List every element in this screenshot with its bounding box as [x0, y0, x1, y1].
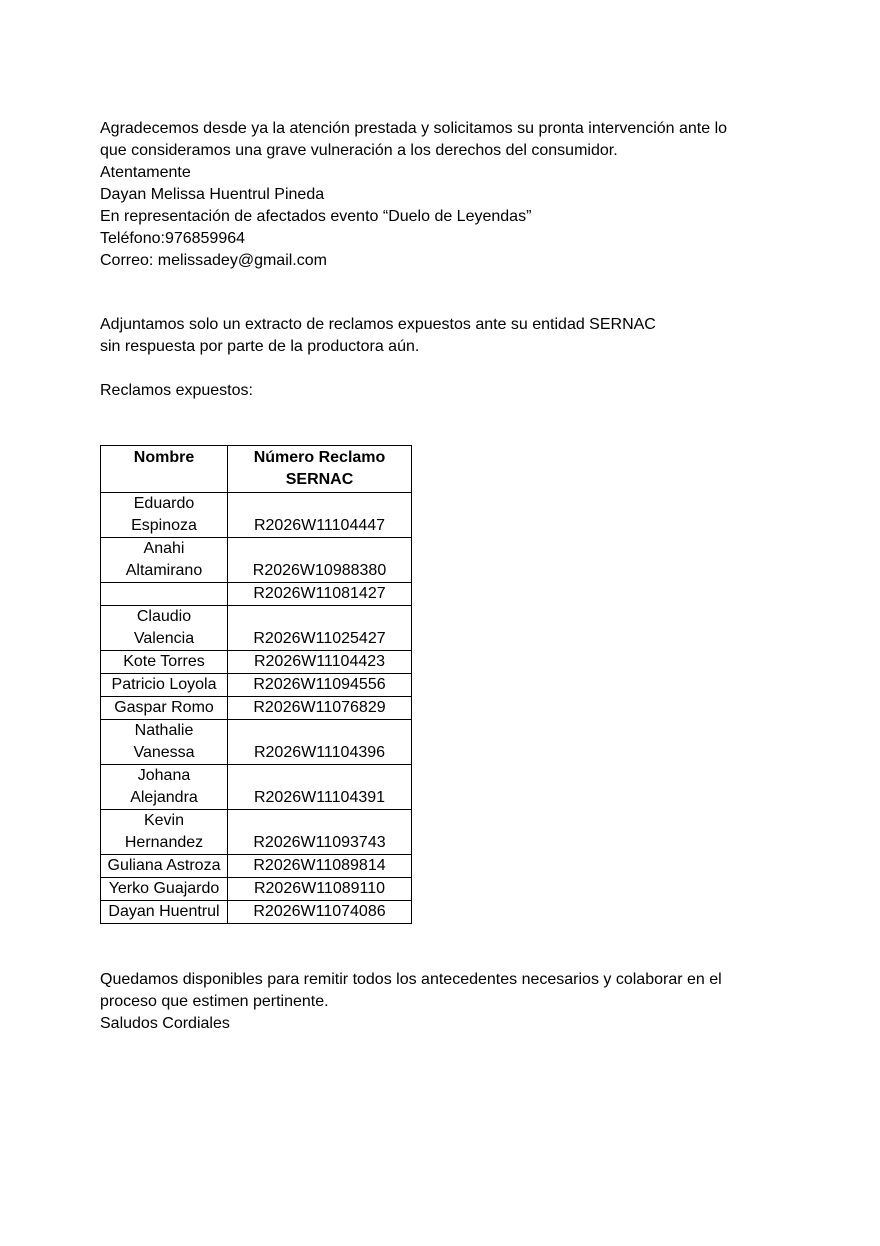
- claim-number-cell: R2026W11094556: [228, 674, 412, 697]
- claim-number-cell: R2026W11076829: [228, 697, 412, 720]
- claimant-name-cell: Claudio Valencia: [101, 606, 228, 651]
- claimant-name-cell: Kote Torres: [101, 651, 228, 674]
- claimant-name-cell: Nathalie Vanessa: [101, 720, 228, 765]
- claimant-name-cell: Anahi Altamirano: [101, 538, 228, 583]
- claimant-name-cell: Yerko Guajardo: [101, 878, 228, 901]
- table-row: [101, 493, 412, 538]
- claimant-name-cell: [101, 583, 228, 606]
- attachment-line: Adjuntamos solo un extracto de reclamos expuestos ante su entidad SERNAC: [100, 316, 656, 333]
- attachment-paragraph: [100, 314, 780, 358]
- claim-number-cell: R2026W11025427: [228, 606, 412, 651]
- claim-number-cell: R2026W11104396: [228, 720, 412, 765]
- table-row: [101, 855, 412, 878]
- signer-name: Dayan Melissa Huentrul Pineda: [100, 186, 325, 203]
- signer-email: Correo: melissadey@gmail.com: [100, 252, 327, 269]
- table-row: [101, 538, 412, 583]
- table-row: [101, 674, 412, 697]
- claims-table-body: [101, 493, 412, 924]
- claims-table: [100, 445, 412, 924]
- intro-line: que consideramos una grave vulneración a los derechos del consumidor.: [100, 142, 618, 159]
- signer-representation: En representación de afectados evento “Duelo de Leyendas”: [100, 208, 532, 225]
- column-header-name: Nombre: [101, 446, 228, 493]
- table-row: [101, 901, 412, 924]
- claimant-name-cell: Johana Alejandra: [101, 765, 228, 810]
- claim-number-cell: R2026W11081427: [228, 583, 412, 606]
- claimant-name-cell: Kevin Hernandez: [101, 810, 228, 855]
- claims-table-header: [101, 446, 412, 493]
- claim-number-cell: R2026W11089814: [228, 855, 412, 878]
- claimant-name-cell: Gaspar Romo: [101, 697, 228, 720]
- claim-number-cell: R2026W11104423: [228, 651, 412, 674]
- column-header-number: Número Reclamo SERNAC: [228, 446, 412, 493]
- claimant-name-cell: Eduardo Espinoza: [101, 493, 228, 538]
- claimant-name-cell: Guliana Astroza: [101, 855, 228, 878]
- claim-number-cell: R2026W10988380: [228, 538, 412, 583]
- table-row: [101, 765, 412, 810]
- signer-phone: Teléfono:976859964: [100, 230, 246, 247]
- table-header-row: [101, 446, 412, 493]
- claim-number-cell: R2026W11104391: [228, 765, 412, 810]
- claim-number-cell: R2026W11089110: [228, 878, 412, 901]
- closing-line: proceso que estimen pertinente.: [100, 993, 329, 1010]
- intro-line: Agradecemos desde ya la atención prestada y solicitamos su pronta intervención ante lo: [100, 120, 728, 137]
- table-row: [101, 583, 412, 606]
- closing-line: Quedamos disponibles para remitir todos los antecedentes necesarios y colaborar en el: [100, 971, 722, 988]
- table-row: [101, 697, 412, 720]
- table-row: [101, 720, 412, 765]
- intro-paragraph: [100, 118, 780, 272]
- closing-salutation: Saludos Cordiales: [100, 1015, 230, 1032]
- table-row: [101, 606, 412, 651]
- reclamos-heading: Reclamos expuestos:: [100, 382, 253, 399]
- claimant-name-cell: Dayan Huentrul: [101, 901, 228, 924]
- claim-number-cell: R2026W11074086: [228, 901, 412, 924]
- sign-off: Atentamente: [100, 164, 191, 181]
- table-row: [101, 651, 412, 674]
- claim-number-cell: R2026W11093743: [228, 810, 412, 855]
- claimant-name-cell: Patricio Loyola: [101, 674, 228, 697]
- attachment-line: sin respuesta por parte de la productora aún.: [100, 338, 420, 355]
- claim-number-cell: R2026W11104447: [228, 493, 412, 538]
- table-row: [101, 878, 412, 901]
- closing-paragraph: [100, 969, 780, 1035]
- table-row: [101, 810, 412, 855]
